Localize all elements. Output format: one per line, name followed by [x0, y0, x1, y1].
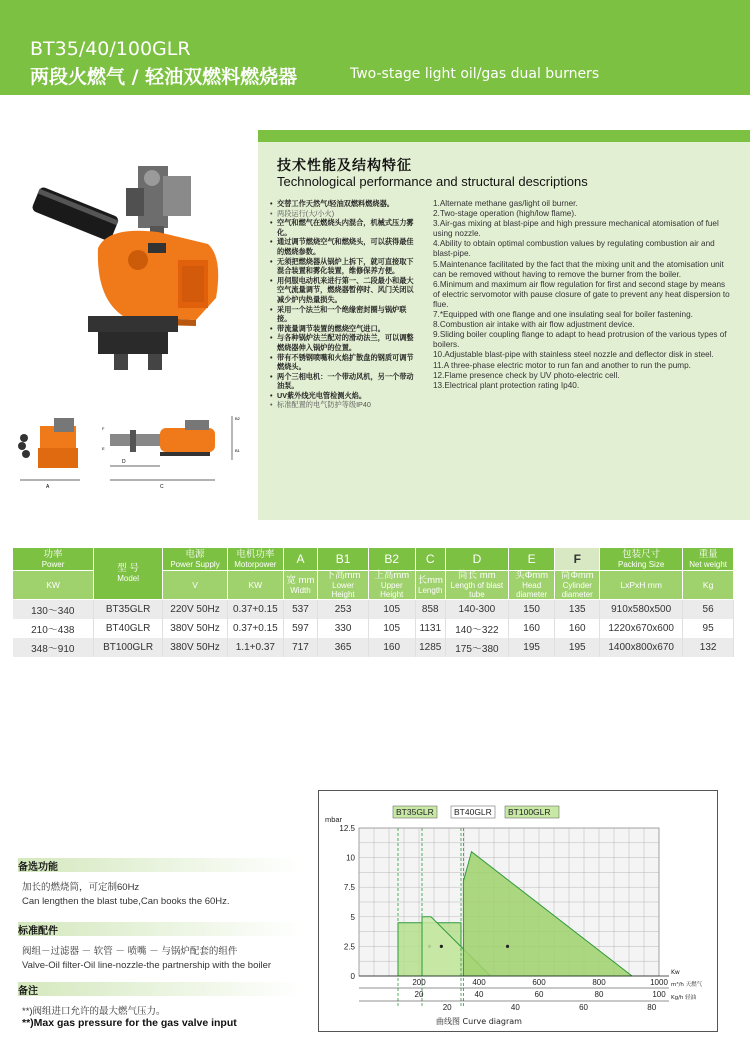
- title-cn: 两段火燃气 / 轻油双燃料燃烧器: [30, 66, 298, 88]
- dim-f-label: F: [102, 426, 105, 431]
- dimension-drawing: [10, 408, 250, 498]
- col-pack: 包装尺寸 Packing Size: [600, 548, 683, 571]
- cell-weight: 132: [683, 638, 734, 657]
- x2-tick-label: 20: [414, 990, 424, 999]
- optional-cn: 加长的燃烧筒，可定制60Hz: [22, 882, 140, 893]
- dim-c-label: C: [160, 484, 164, 490]
- unit-e: 头Φmm Head diameter: [508, 571, 555, 600]
- spec-cn-item: • 空气和燃气在燃烧头内混合，机械式压力雾化。: [270, 218, 416, 237]
- cell-f: 160: [555, 619, 600, 638]
- spec-table: [12, 547, 734, 657]
- cell-e: 195: [508, 638, 555, 657]
- col-b1: B1: [318, 548, 369, 571]
- curve-chart: [319, 791, 717, 1031]
- cell-b2: 105: [368, 600, 415, 619]
- legend-label: BT100GLR: [508, 807, 551, 817]
- spec-en-item: 7.*Equipped with one flange and one insulating seal for boiler fastening.: [433, 310, 693, 320]
- spec-en-item: 8.Combustion air intake with air flow adjustment device.: [433, 320, 635, 330]
- legend-label: BT40GLR: [454, 807, 492, 817]
- spec-cn-item: • 交替工作天然气/轻油双燃料燃烧器。: [270, 199, 416, 209]
- spec-cn-item: • 两个三相电机：一个带动风机，另一个带动油泵。: [270, 372, 416, 391]
- col-d: D: [445, 548, 508, 571]
- cell-supply: 220V 50Hz: [163, 600, 228, 619]
- x-tick-label: 800: [592, 978, 606, 987]
- standard-cn: 阀组－过滤器 － 软管 － 喷嘴 － 与锅炉配套的组件: [22, 946, 238, 957]
- spec-cn-item: • 标准配置的电气防护等级IP40: [270, 400, 416, 410]
- spec-en-item: 9.Sliding boiler coupling flange to adapt to head protrusion of the various types of boilers.: [433, 330, 727, 350]
- cell-a: 537: [283, 600, 317, 619]
- table-row: [13, 638, 734, 657]
- x-tick-label: 400: [472, 978, 486, 987]
- spec-cn-item: • 通过调节燃烧空气和燃烧头，可以获得最佳的燃烧参数。: [270, 237, 416, 256]
- col-weight: 重量 Net weight: [683, 548, 734, 571]
- x2-axis-label: m³/h 天燃气: [671, 982, 703, 988]
- side-view-icon: [102, 416, 241, 490]
- legend-label: BT35GLR: [396, 807, 434, 817]
- cell-motor: 0.37+0.15: [227, 619, 283, 638]
- col-supply: 电源 Power Supply: [163, 548, 228, 571]
- y-tick-label: 7.5: [343, 883, 355, 893]
- spec-cn-item: • 带有不锈钢喷嘴和火焰扩散盘的钢质可调节燃烧头。: [270, 353, 416, 372]
- spec-en-item: 4.Ability to obtain optimal combustion values by regulating combustion air and blast-pipe.: [433, 239, 715, 259]
- title-en: Two-stage light oil/gas dual burners: [350, 66, 600, 82]
- col-motor: 电机功率 Motorpower: [227, 548, 283, 571]
- x3-tick-label: 20: [442, 1003, 452, 1012]
- cell-d: 140～322: [445, 619, 508, 638]
- spec-en-item: 13.Electrical plant protection rating Ip40.: [433, 380, 580, 390]
- page-header: [0, 0, 750, 95]
- spec-cn-item: • 两段运行(大/小火): [270, 209, 416, 219]
- spec-en-item: 5.Maintenance facilitated by the fact that the mixing unit and the atomisation unit can be removed without having to remove the burner from the boiler.: [433, 259, 724, 279]
- col-power: 功率 Power: [13, 548, 94, 571]
- cell-power: 210～438: [13, 619, 94, 638]
- spec-title-cn: 技术性能及结构特征: [277, 157, 412, 173]
- spec-title-en: Technological performance and structural descriptions: [277, 174, 588, 189]
- unit-supply: V: [163, 571, 228, 600]
- spec-en-item: 6.Minimum and maximum air flow regulation for first and second stage by means of electric servomotor with pause closure of gate to prevent any heat dispersion to flue.: [433, 279, 730, 309]
- unit-d: 筒长 mm Length of blast tube: [445, 571, 508, 600]
- cell-e: 160: [508, 619, 555, 638]
- y-tick-label: 5: [350, 912, 355, 922]
- spec-en-item: 2.Two-stage operation (high/low flame).: [433, 209, 577, 219]
- col-c: C: [415, 548, 445, 571]
- spec-cn-item: • 采用一个法兰和一个绝缘密封圈与锅炉联接。: [270, 305, 416, 324]
- spec-en-item: 10.Adjustable blast-pipe with stainless steel nozzle and deflector disk in steel.: [433, 350, 714, 360]
- note-cn: **)阀组进口允许的最大燃气压力。: [22, 1006, 166, 1017]
- cell-b2: 105: [368, 619, 415, 638]
- unit-a: 宽 mm Width: [283, 571, 317, 600]
- cell-b1: 330: [318, 619, 369, 638]
- standard-title: 标准配件: [18, 926, 58, 937]
- x3-tick-label: 40: [510, 1003, 520, 1012]
- cell-motor: 0.37+0.15: [227, 600, 283, 619]
- y-tick-label: 0: [350, 972, 355, 981]
- unit-b2: 上高mm Upper Height: [368, 571, 415, 600]
- unit-pack: LxPxH mm: [600, 571, 683, 600]
- optional-title: 备选功能: [18, 862, 58, 873]
- cell-pack: 910x580x500: [600, 600, 683, 619]
- spec-cn-item: • 用伺服电动机来进行第一、二段最小和最大空气流量调节，燃烧器暂停时、风门关闭以减少炉内热量损失。: [270, 276, 416, 305]
- spec-cn-item: • 与各种锅炉法兰配对的滑动法兰，可以调整燃烧器伸入锅炉的位置。: [270, 333, 416, 352]
- front-view-icon: [18, 418, 80, 490]
- note-title: 备注: [18, 986, 38, 997]
- x-tick-label: 200: [412, 978, 426, 987]
- cell-supply: 380V 50Hz: [163, 619, 228, 638]
- col-model: 型 号 Model: [94, 548, 163, 600]
- cell-c: 1131: [415, 619, 445, 638]
- dim-e-label: E: [102, 446, 105, 451]
- x-tick-label: 600: [532, 978, 546, 987]
- x-axis-label: Kw: [671, 969, 680, 976]
- cell-d: 140-300: [445, 600, 508, 619]
- cell-pack: 1220x670x600: [600, 619, 683, 638]
- cell-weight: 95: [683, 619, 734, 638]
- cell-b1: 253: [318, 600, 369, 619]
- unit-motor: KW: [227, 571, 283, 600]
- cell-f: 195: [555, 638, 600, 657]
- y-tick-label: 12.5: [339, 824, 355, 833]
- cell-weight: 56: [683, 600, 734, 619]
- spec-cn-item: • 带流量调节装置的燃烧空气进口。: [270, 324, 416, 334]
- x-tick-label: 1000: [650, 978, 668, 987]
- cell-f: 135: [555, 600, 600, 619]
- cell-supply: 380V 50Hz: [163, 638, 228, 657]
- spec-cn-item: • UV紫外线光电管检测火焰。: [270, 391, 416, 401]
- x2-tick-label: 80: [594, 990, 604, 999]
- cell-power: 348～910: [13, 638, 94, 657]
- cell-a: 597: [283, 619, 317, 638]
- spec-en-item: 12.Flame presence check by UV photo-electric cell.: [433, 370, 620, 380]
- series-marker-BT100GLR: [506, 945, 509, 948]
- cell-model: BT100GLR: [94, 638, 163, 657]
- cell-b2: 160: [368, 638, 415, 657]
- x3-tick-label: 60: [579, 1003, 588, 1012]
- col-e: E: [508, 548, 555, 571]
- series-marker-BT40GLR: [440, 945, 443, 948]
- col-a: A: [283, 548, 317, 571]
- cell-d: 175～380: [445, 638, 508, 657]
- x2-tick-label: 60: [534, 990, 544, 999]
- unit-f: 筒Φmm Cylinder diameter: [555, 571, 600, 600]
- dim-a-label: A: [46, 484, 50, 490]
- table-header-row: [13, 548, 734, 571]
- spec-cn-item: • 无须把燃烧器从锅炉上拆下，就可直接取下混合装置和雾化装置，维修保养方便。: [270, 257, 416, 276]
- spec-en-item: 3.Air-gas mixing at blast-pipe and high pressure mechanical atomisation of fuel using nozzle.: [433, 219, 719, 239]
- cell-e: 150: [508, 600, 555, 619]
- table-row: [13, 619, 734, 638]
- model-title: BT35/40/100GLR: [30, 38, 191, 60]
- chart-title: 曲线图 Curve diagram: [436, 1017, 522, 1026]
- blast-pipe-icon: [31, 186, 120, 242]
- dim-b1-label: B1: [235, 448, 240, 453]
- spec-panel-bar: [258, 130, 750, 142]
- spec-en-item: 11.A three-phase electric motor to run fan and another to run the pump.: [433, 360, 691, 370]
- note-en: **)Max gas pressure for the gas valve input: [22, 1017, 237, 1029]
- x2-tick-label: 100: [652, 990, 666, 999]
- spec-en-item: 1.Alternate methane gas/light oil burner.: [433, 199, 578, 208]
- unit-c: 长mm Length: [415, 571, 445, 600]
- cell-motor: 1.1+0.37: [227, 638, 283, 657]
- unit-power: KW: [13, 571, 94, 600]
- cell-pack: 1400x800x670: [600, 638, 683, 657]
- burner-product-image: [28, 148, 228, 378]
- dim-d-label: D: [122, 459, 126, 465]
- dim-b2-label: B2: [235, 416, 240, 421]
- y-tick-label: 10: [346, 853, 355, 863]
- x3-axis-label: Kg/h 轻油: [671, 995, 697, 1001]
- cell-c: 858: [415, 600, 445, 619]
- x3-tick-label: 80: [647, 1003, 657, 1012]
- col-f: F: [555, 548, 600, 571]
- unit-weight: Kg: [683, 571, 734, 600]
- cell-model: BT35GLR: [94, 600, 163, 619]
- curve-chart-frame: [318, 790, 718, 1032]
- cell-b1: 365: [318, 638, 369, 657]
- col-b2: B2: [368, 548, 415, 571]
- spec-list-en: [433, 199, 733, 391]
- optional-en: Can lengthen the blast tube,Can books the 60Hz.: [22, 896, 230, 907]
- cell-model: BT40GLR: [94, 619, 163, 638]
- burner-body-icon: [98, 231, 218, 326]
- flange-icon: [88, 316, 178, 370]
- y-tick-label: 2.5: [343, 942, 355, 952]
- unit-b1: 下高mm Lower Height: [318, 571, 369, 600]
- spec-list-cn: [270, 199, 416, 410]
- cell-a: 717: [283, 638, 317, 657]
- table-row: [13, 600, 734, 619]
- cell-power: 130～340: [13, 600, 94, 619]
- cell-c: 1285: [415, 638, 445, 657]
- y-axis-label: mbar: [325, 815, 343, 824]
- x2-tick-label: 40: [474, 990, 484, 999]
- standard-en: Valve-Oil filter-Oil line-nozzle-the partnership with the boiler: [22, 960, 272, 971]
